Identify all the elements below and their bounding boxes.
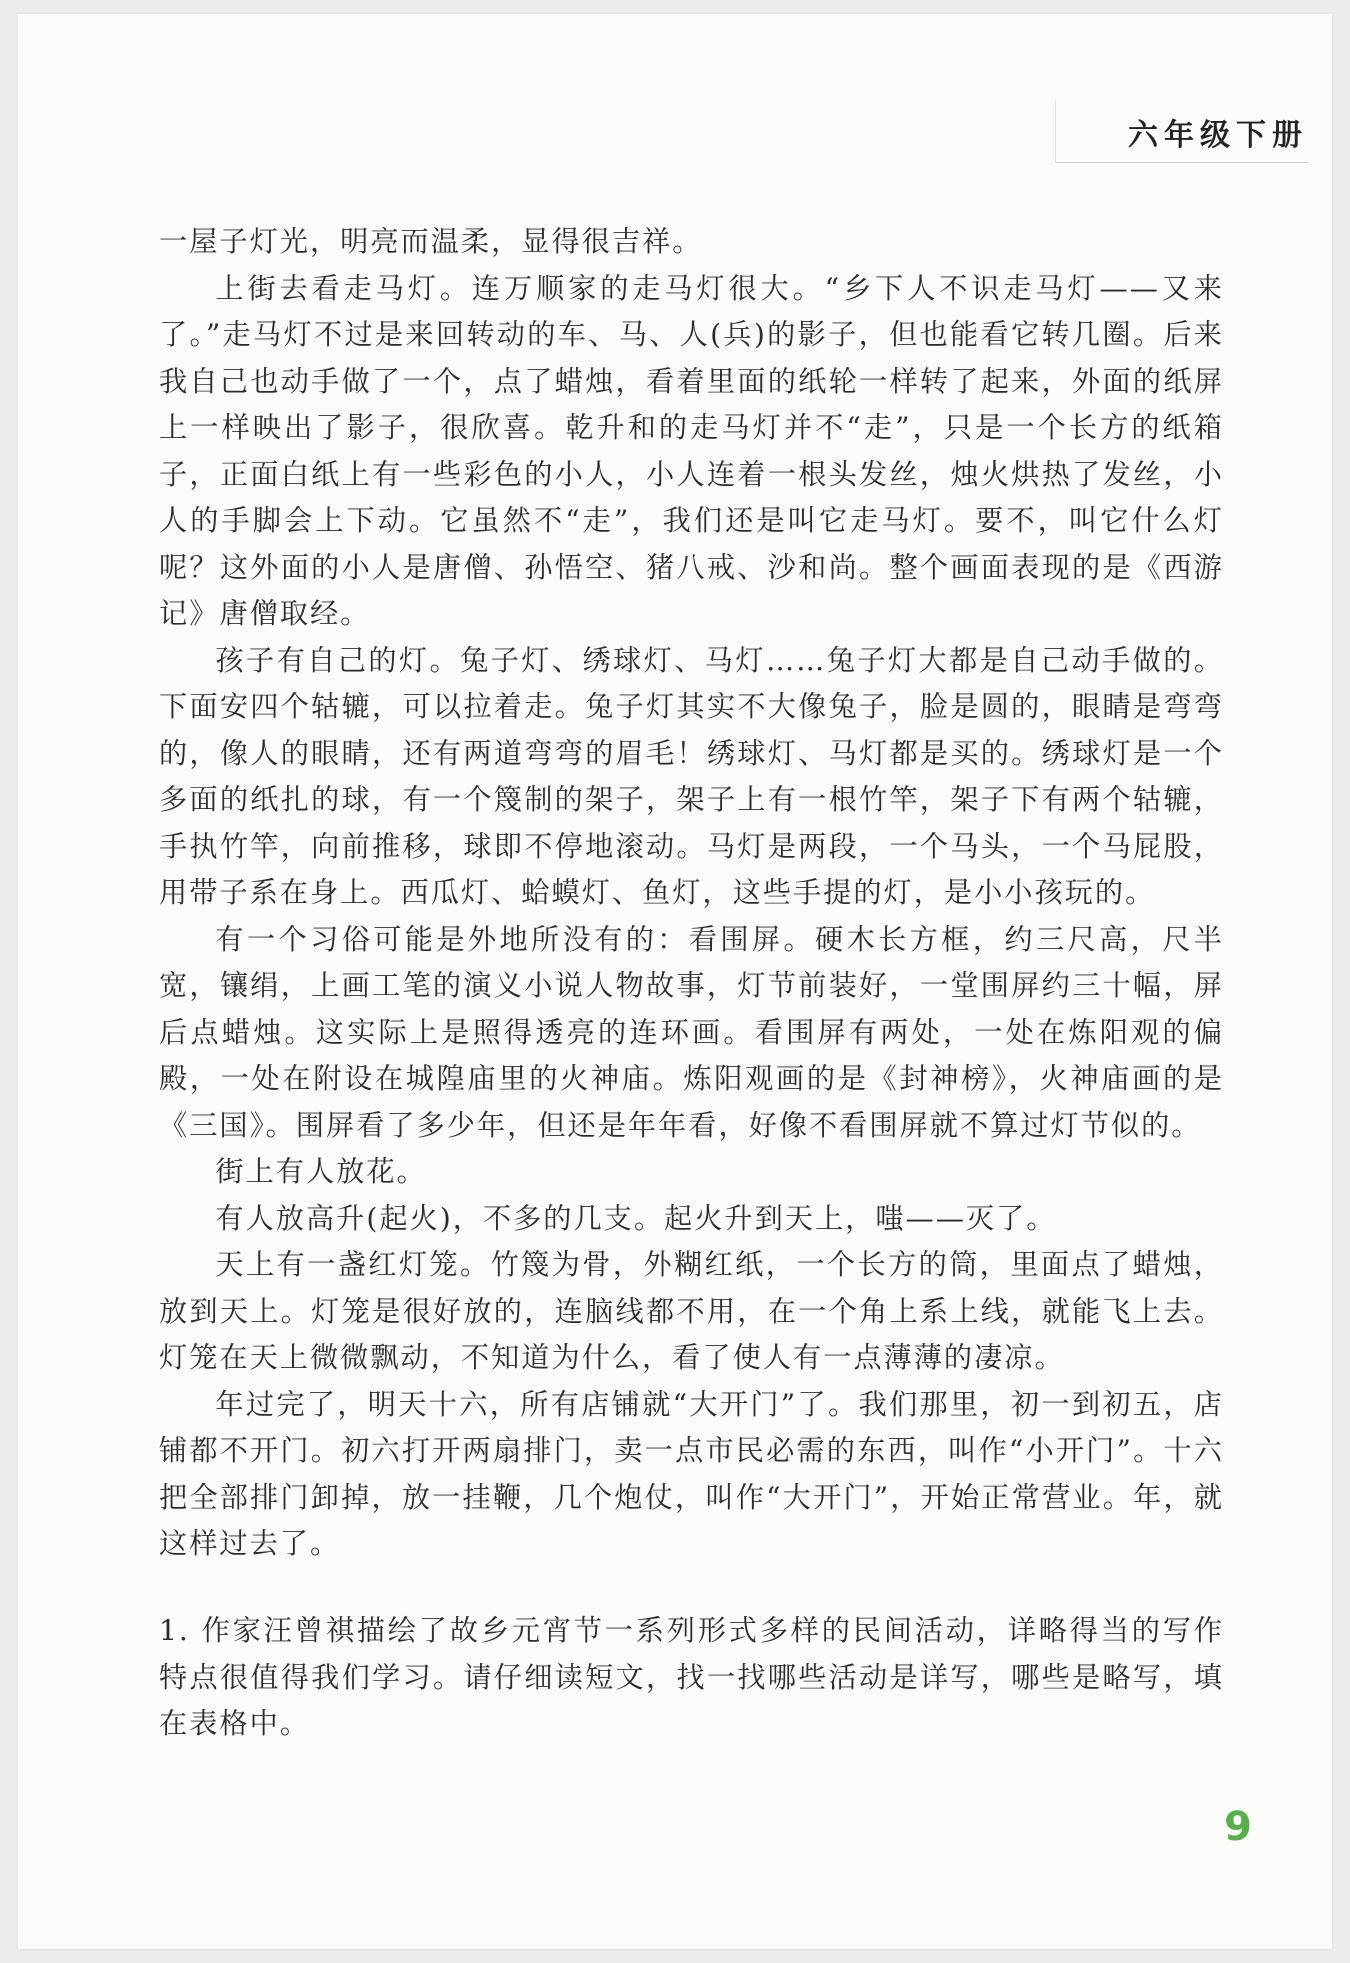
article-body <box>159 219 1224 1568</box>
exercise-question: 1. 作家汪曾祺描绘了故乡元宵节一系列形式多样的民间活动，详略得当的写作特点很值得我们学习。请仔细读短文，找一找哪些活动是详写，哪些是略写，填在表格中。 <box>159 1614 1224 1740</box>
paragraph: 天上有一盏红灯笼。竹篾为骨，外糊红纸，一个长方的筒，里面点了蜡烛，放到天上。灯笼是很好放的，连脑线都不用，在一个角上系上线，就能飞上去。灯笼在天上微微飘动，不知道为什么，看了使人有一点薄薄的凄凉。 <box>159 1248 1224 1374</box>
book-page <box>18 14 1332 1949</box>
paragraph: 孩子有自己的灯。兔子灯、绣球灯、马灯……兔子灯大都是自己动手做的。下面安四个轱辘，可以拉着走。兔子灯其实不大像兔子，脸是圆的，眼睛是弯弯的，像人的眼睛，还有两道弯弯的眉毛！绣球灯、马灯都是买的。绣球灯是一个多面的纸扎的球，有一个篾制的架子，架子上有一根竹竿，架子下有两个轱辘，手执竹竿，向前推移，球即不停地滚动。马灯是两段，一个马头，一个马屁股，用带子系在身上。西瓜灯、蛤蟆灯、鱼灯，这些手提的灯，是小小孩玩的。 <box>159 643 1224 909</box>
grade-label: 六年级下册 <box>1128 118 1308 153</box>
paragraph: 有一个习俗可能是外地所没有的：看围屏。硬木长方框，约三尺高，尺半宽，镶绢，上画工笔的演义小说人物故事，灯节前装好，一堂围屏约三十幅，屏后点蜡烛。这实际上是照得透亮的连环画。看围屏有两处，一处在炼阳观的偏殿，一处在附设在城隍庙里的火神庙。炼阳观画的是《封神榜》，火神庙画的是《三国》。围屏看了多少年，但还是年年看，好像不看围屏就不算过灯节似的。 <box>159 922 1224 1142</box>
page-number: 9 <box>1224 1804 1252 1850</box>
paragraph: 上街去看走马灯。连万顺家的走马灯很大。“乡下人不识走马灯——又来了。”走马灯不过是来回转动的车、马、人(兵)的影子，但也能看它转几圈。后来我自己也动手做了一个，点了蜡烛，看着里面的纸轮一样转了起来，外面的纸屏上一样映出了影子，很欣喜。乾升和的走马灯并不“走”，只是一个长方的纸箱子，正面白纸上有一些彩色的小人，小人连着一根头发丝，烛火烘热了发丝，小人的手脚会上下动。它虽然不“走”，我们还是叫它走马灯。要不，叫它什么灯呢？这外面的小人是唐僧、孙悟空、猪八戒、沙和尚。整个画面表现的是《西游记》唐僧取经。 <box>159 271 1224 630</box>
paragraph: 一屋子灯光，明亮而温柔，显得很吉祥。 <box>159 225 703 258</box>
paragraph: 有人放高升(起火)，不多的几支。起火升到天上，嗤——灭了。 <box>215 1201 1057 1235</box>
paragraph: 年过完了，明天十六，所有店铺就“大开门”了。我们那里，初一到初五，店铺都不开门。初六打开两扇排门，卖一点市民必需的东西，叫作“小开门”。十六把全部排门卸掉，放一挂鞭，几个炮仗，叫作“大开门”，开始正常营业。年，就这样过去了。 <box>159 1387 1224 1560</box>
paragraph: 街上有人放花。 <box>215 1155 427 1188</box>
